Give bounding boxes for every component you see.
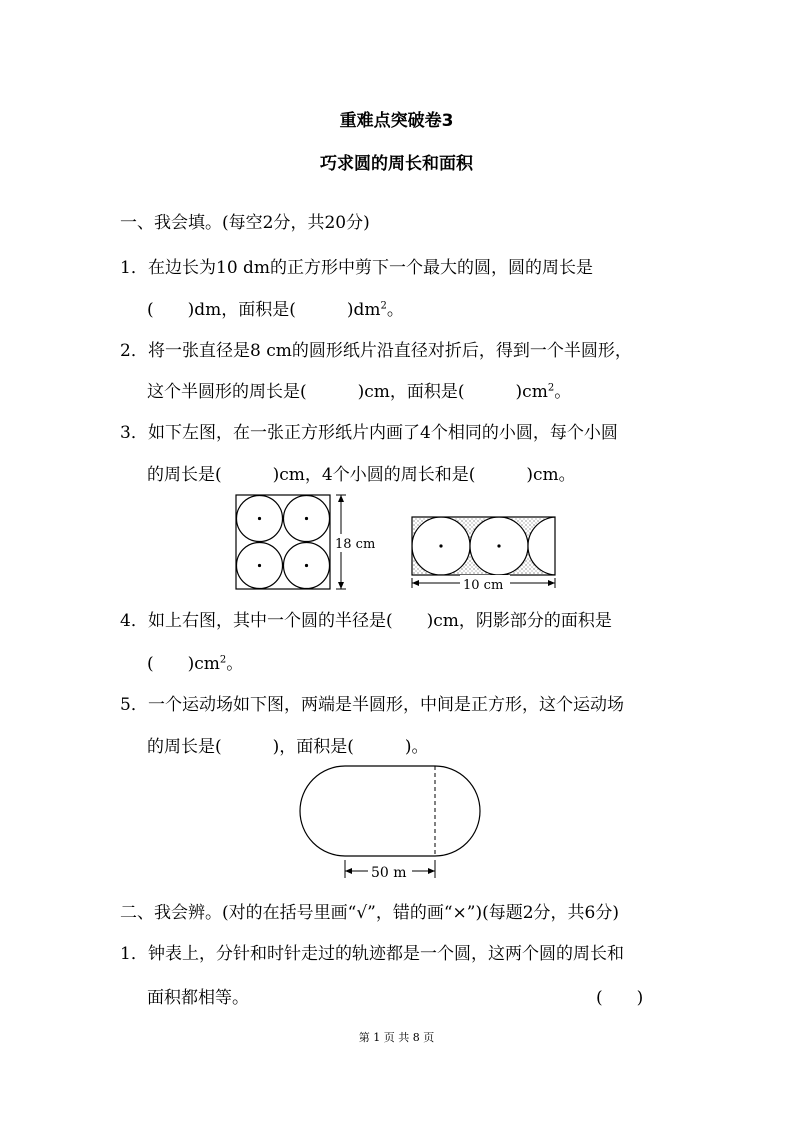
question-text: 如上右图，其中一个圆的半径是( )cm，阴影部分的面积是 bbox=[148, 611, 612, 631]
question-4 bbox=[120, 606, 612, 631]
judge-question-1-line2: 面积都相等。 bbox=[147, 988, 249, 1008]
question-3-line2: 的周长是( )cm，4个小圆的周长和是( )cm。 bbox=[147, 465, 576, 485]
punctuation: 。 bbox=[386, 300, 404, 320]
arrow-head bbox=[428, 868, 435, 874]
section2-heading: 二、我会辨。(对的在括号里画“√”，错的画“×”)(每题2分，共6分) bbox=[120, 903, 620, 923]
superscript: 2 bbox=[380, 300, 387, 312]
question-3 bbox=[120, 418, 618, 443]
arrow-head bbox=[548, 580, 555, 586]
arrow-head bbox=[412, 580, 419, 586]
answer-bracket: ( ) bbox=[596, 988, 644, 1008]
dimension-label: 50 m bbox=[371, 865, 407, 881]
section1-heading: 一、我会填。(每空2分，共20分) bbox=[120, 213, 370, 233]
square-outline bbox=[236, 495, 330, 589]
dimension-label: 10 cm bbox=[463, 578, 504, 593]
question-text: 在边长为10 dm的正方形中剪下一个最大的圆，圆的周长是 bbox=[148, 258, 594, 278]
superscript: 2 bbox=[219, 654, 227, 666]
question-5 bbox=[120, 690, 624, 715]
question-number: 1． bbox=[120, 258, 148, 278]
page-title: 重难点突破卷3 bbox=[339, 111, 454, 131]
question-number: 1． bbox=[120, 944, 148, 964]
question-5-line2: 的周长是( )，面积是( )。 bbox=[147, 737, 429, 757]
circle-3-partial bbox=[528, 517, 586, 575]
track-outline bbox=[300, 766, 480, 856]
answer-blanks: 这个半圆形的周长是( )cm，面积是( )cm bbox=[147, 382, 548, 402]
question-number: 2． bbox=[120, 341, 148, 361]
question-1-line2 bbox=[147, 295, 404, 320]
center-dot bbox=[258, 517, 261, 520]
page-footer: 第 1 页 共 8 页 bbox=[358, 1031, 435, 1044]
figure-shaded-rectangle bbox=[405, 512, 565, 592]
question-text: 如下左图，在一张正方形纸片内画了4个相同的小圆，每个小圆 bbox=[148, 423, 618, 443]
figure-four-circles bbox=[230, 490, 380, 595]
figure-running-track bbox=[300, 760, 490, 885]
arrow-head bbox=[338, 495, 344, 502]
dimension-label: 18 cm bbox=[335, 537, 376, 552]
arrow-head bbox=[345, 868, 352, 874]
center-dot bbox=[305, 517, 308, 520]
center-dot bbox=[497, 544, 500, 547]
question-text: 钟表上，分针和时针走过的轨迹都是一个圆，这两个圆的周长和 bbox=[148, 944, 624, 964]
question-number: 5． bbox=[120, 695, 148, 715]
question-number: 3． bbox=[120, 423, 148, 443]
center-dot bbox=[258, 564, 261, 567]
question-1 bbox=[120, 253, 593, 278]
page-subtitle: 巧求圆的周长和面积 bbox=[320, 154, 473, 174]
question-text: 将一张直径是8 cm的圆形纸片沿直径对折后，得到一个半圆形， bbox=[148, 341, 632, 361]
arrow-head bbox=[338, 582, 344, 589]
question-4-line2 bbox=[147, 649, 243, 674]
center-dot bbox=[305, 564, 308, 567]
question-number: 4． bbox=[120, 611, 148, 631]
question-text: 一个运动场如下图，两端是半圆形，中间是正方形，这个运动场 bbox=[148, 695, 624, 715]
superscript: 2 bbox=[547, 382, 555, 394]
punctuation: 。 bbox=[554, 382, 572, 402]
center-dot bbox=[439, 544, 442, 547]
question-2-line2 bbox=[147, 377, 571, 402]
answer-blanks: ( )dm，面积是( )dm bbox=[147, 300, 381, 320]
question-2 bbox=[120, 336, 632, 361]
judge-question-1 bbox=[120, 939, 624, 964]
answer-blanks: ( )cm bbox=[147, 654, 220, 674]
punctuation: 。 bbox=[226, 654, 244, 674]
